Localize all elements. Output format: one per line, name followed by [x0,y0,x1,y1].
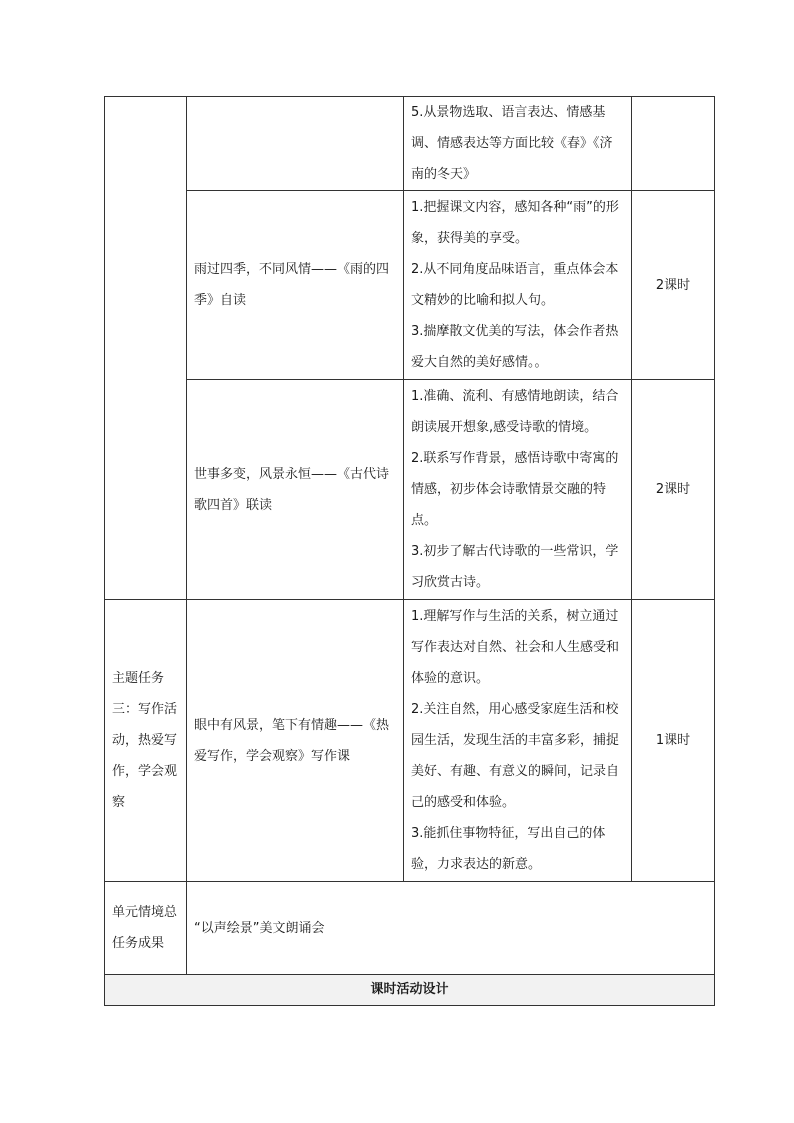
theme-cell: 主题任务三：写作活动，热爱写作，学会观察 [105,600,187,882]
hours-cell: 2课时 [632,191,715,380]
objectives-cell [404,191,632,380]
lesson-plan-table [104,96,715,1006]
table-row [105,380,715,600]
objective-item: 3.能抓住事物特征，写出自己的体验，力求表达的新意。 [411,826,606,872]
objective-item: 1.把握课文内容，感知各种“雨”的形象，获得美的享受。 [411,200,619,246]
theme-cell-empty [105,97,187,600]
objective-item: 2.从不同角度品味语言，重点体会本文精妙的比喻和拟人句。 [411,262,619,308]
unit-result-label: 单元情境总任务成果 [105,882,187,975]
objective-item: 2.关注自然，用心感受家庭生活和校园生活，发现生活的丰富多彩，捕捉美好、有趣、有意义的瞬间，记录自己的感受和体验。 [411,702,620,810]
table-row [105,600,715,882]
hours-cell-empty [632,97,715,191]
objective-item: 3.揣摩散文优美的写法，体会作者热爱大自然的美好感情。。 [411,324,619,370]
hours-cell: 1课时 [632,600,715,882]
objective-item: 1.理解写作与生活的关系，树立通过写作表达对自然、社会和人生感受和体验的意识。 [411,609,620,686]
lesson-cell-empty [187,97,404,191]
hours-cell: 2课时 [632,380,715,600]
objective-item: 5.从景物选取、语言表达、情感基调、情感表达等方面比较《春》《济南的冬天》 [411,105,613,182]
lesson-cell: 世事多变，风景永恒——《古代诗歌四首》联读 [187,380,404,600]
lesson-cell: 眼中有风景，笔下有情趣——《热爱写作，学会观察》写作课 [187,600,404,882]
lesson-cell: 雨过四季，不同风情——《雨的四季》自读 [187,191,404,380]
objectives-cell [404,380,632,600]
table-row [105,882,715,975]
objectives-cell [404,600,632,882]
table-row [105,97,715,191]
objective-item: 3.初步了解古代诗歌的一些常识，学习欣赏古诗。 [411,544,619,590]
unit-result-value: “以声绘景”美文朗诵会 [187,882,715,975]
objective-item: 1.准确、流利、有感情地朗读，结合朗读展开想象,感受诗歌的情境。 [411,389,619,435]
objective-item: 2.联系写作背景，感悟诗歌中寄寓的情感，初步体会诗歌情景交融的特点。 [411,451,619,528]
table-row [105,975,715,1006]
table-row [105,191,715,380]
objectives-cell [404,97,632,191]
section-title: 课时活动设计 [105,975,715,1006]
